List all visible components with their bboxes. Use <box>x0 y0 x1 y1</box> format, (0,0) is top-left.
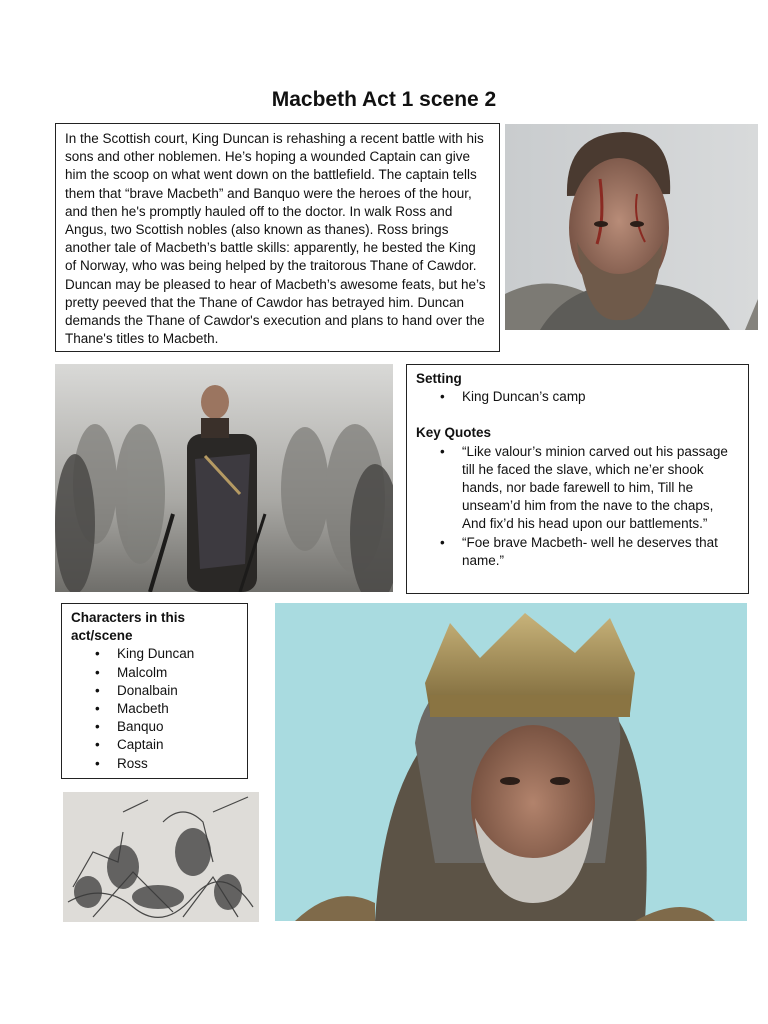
summary-box <box>55 123 500 352</box>
list-item: • Ross <box>117 755 238 773</box>
key-quotes-heading: Key Quotes <box>416 425 492 441</box>
list-item: • Malcolm <box>117 664 238 682</box>
battle-engraving-illustration <box>63 792 259 922</box>
list-item: • Captain <box>117 736 238 754</box>
list-item: • Macbeth <box>117 700 238 718</box>
characters-box <box>61 603 248 779</box>
battlefield-macbeth-photo <box>55 364 393 592</box>
list-item: • “Like valour’s minion carved out his passage till he faced the slave, which ne’er shook hands, nor bade farewell to him, Till he unseam’d him from the nave to the chaps, And fix’d his head upon our battlements.” <box>462 443 739 534</box>
characters-list <box>71 645 238 772</box>
setting-quotes-box <box>406 364 749 594</box>
characters-heading: Characters in this act/scene <box>71 610 186 644</box>
setting-heading: Setting <box>416 371 462 386</box>
list-item: • King Duncan’s camp <box>462 388 739 406</box>
list-item: • Donalbain <box>117 682 238 700</box>
key-quotes-list <box>416 443 739 570</box>
summary-text: In the Scottish court, King Duncan is rehashing a recent battle with his sons and other noblemen. He’s hoping a wounded Captain can give him the scoop on what went down on the battlefield. The captain tells them that “brave Macbeth” and Banquo were the heroes of the hour, and then he's promptly hauled off to the doctor. In walk Ross and Angus, two Scottish nobles (also known as thanes). Ross brings another tale of Macbeth’s battle skills: apparently, he bested the King of Norway, who was being helped by the traitorous Thane of Cawdor. Duncan may be pleased to hear of Macbeth’s awesome feats, but he’s pretty peeved that the Thane of Cawdor has betrayed him. Duncan demands the Thane of Cawdor's execution and plans to hand over the Thane's titles to Macbeth. <box>65 131 486 347</box>
bloodied-warrior-photo <box>505 124 758 330</box>
setting-list <box>416 388 739 406</box>
list-item: • Banquo <box>117 718 238 736</box>
list-item: • “Foe brave Macbeth- well he deserves that name.” <box>462 534 739 570</box>
king-duncan-photo <box>275 603 747 921</box>
page-title: Macbeth Act 1 scene 2 <box>271 88 497 111</box>
list-item: • King Duncan <box>117 645 238 663</box>
